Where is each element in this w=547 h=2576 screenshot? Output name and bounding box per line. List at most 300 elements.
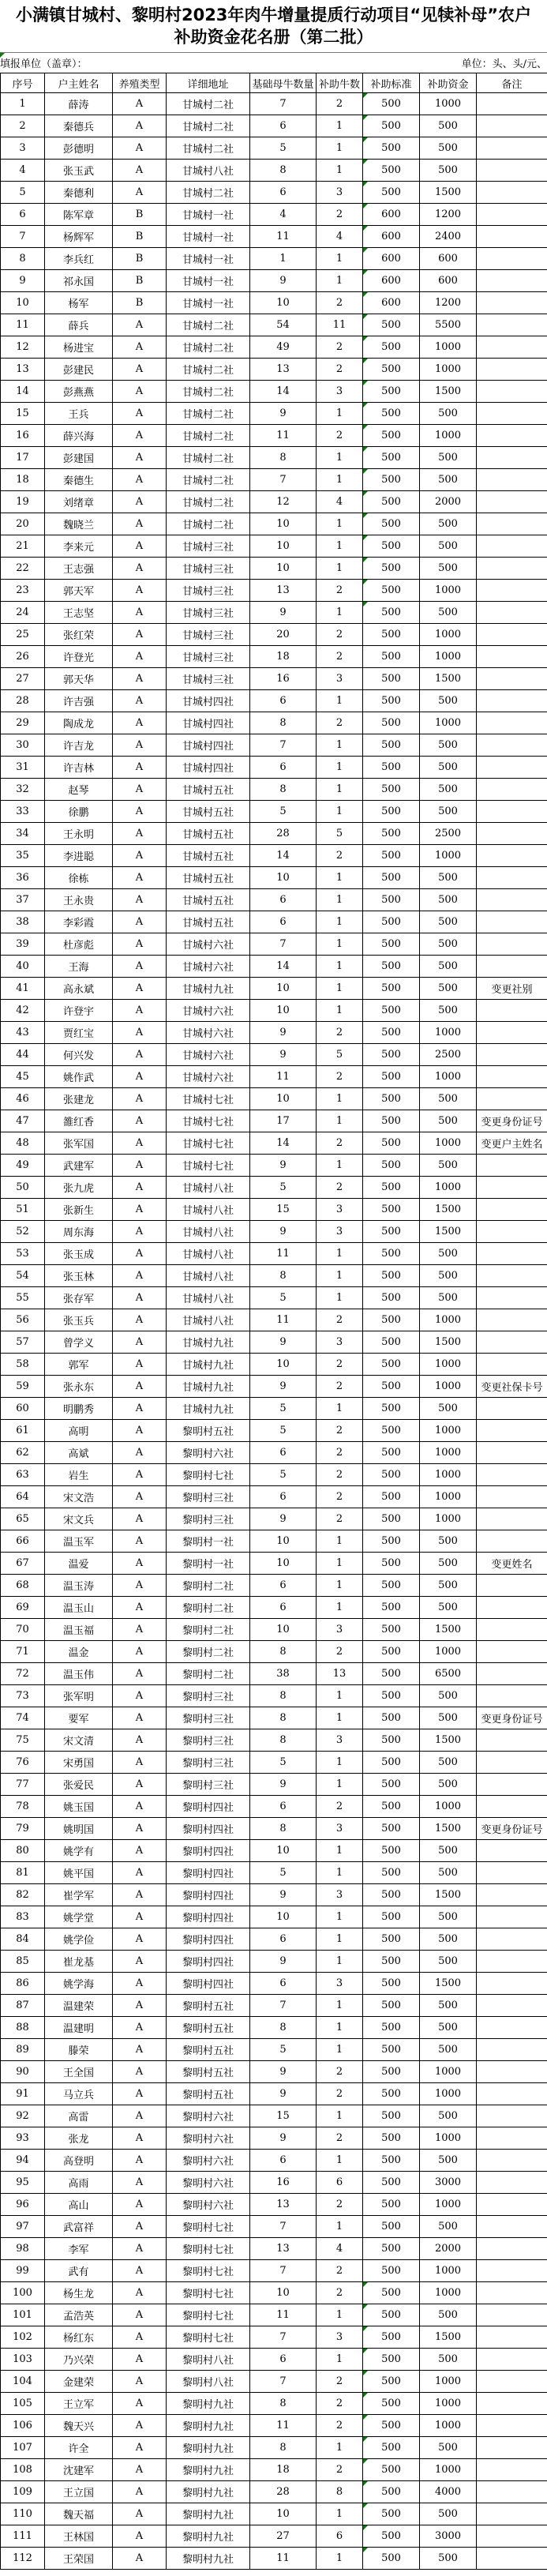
cell-subsidy-amount: 500 <box>420 1110 477 1132</box>
cell-subsidy-cow-count: 3 <box>317 1884 363 1906</box>
cell-address: 黎明村三社 <box>167 1729 250 1752</box>
cell-owner-name: 温金 <box>45 1641 113 1663</box>
cell-row-index: 48 <box>1 1132 45 1155</box>
cell-base-cow-count: 9 <box>250 602 317 624</box>
table-row <box>1 911 547 933</box>
table-row <box>1 1928 547 1951</box>
cell-remark <box>477 226 547 248</box>
cell-owner-name: 宋文兵 <box>45 1508 113 1530</box>
cell-breed-type: A <box>113 2371 167 2393</box>
cell-row-index: 34 <box>1 823 45 845</box>
cell-subsidy-cow-count: 3 <box>317 182 363 204</box>
cell-address: 甘城村六社 <box>167 956 250 978</box>
cell-address: 黎明村九社 <box>167 2481 250 2503</box>
cell-base-cow-count: 13 <box>250 580 317 602</box>
cell-base-cow-count: 11 <box>250 2548 317 2570</box>
cell-breed-type: A <box>113 1774 167 1796</box>
cell-remark <box>477 2105 547 2127</box>
cell-row-index: 41 <box>1 978 45 1000</box>
cell-subsidy-amount: 500 <box>420 757 477 779</box>
cell-subsidy-rate: 500 <box>363 1420 420 1442</box>
cell-address: 甘城村九社 <box>167 1331 250 1354</box>
cell-subsidy-rate: 500 <box>363 933 420 956</box>
cell-subsidy-rate: 500 <box>363 182 420 204</box>
cell-row-index: 79 <box>1 1818 45 1840</box>
table-row <box>1 1287 547 1309</box>
cell-subsidy-amount: 500 <box>420 1597 477 1619</box>
info-row <box>0 52 547 73</box>
cell-base-cow-count: 8 <box>250 2437 317 2459</box>
table-row <box>1 1862 547 1884</box>
cell-base-cow-count: 10 <box>250 292 317 314</box>
cell-base-cow-count: 10 <box>250 1840 317 1862</box>
cell-subsidy-cow-count: 1 <box>317 911 363 933</box>
cell-subsidy-rate: 500 <box>363 491 420 513</box>
cell-row-index: 73 <box>1 1685 45 1707</box>
cell-subsidy-cow-count: 2 <box>317 2415 363 2437</box>
cell-remark <box>477 1044 547 1066</box>
cell-base-cow-count: 8 <box>250 779 317 801</box>
cell-breed-type: A <box>113 1840 167 1862</box>
table-row <box>1 535 547 558</box>
cell-row-index: 94 <box>1 2150 45 2172</box>
cell-breed-type: A <box>113 182 167 204</box>
cell-remark <box>477 2150 547 2172</box>
cell-remark: 变更身份证号 <box>477 1110 547 1132</box>
cell-subsidy-rate: 500 <box>363 1088 420 1110</box>
cell-row-index: 63 <box>1 1464 45 1486</box>
cell-subsidy-amount: 500 <box>420 2304 477 2326</box>
cell-base-cow-count: 7 <box>250 2260 317 2282</box>
cell-owner-name: 温玉军 <box>45 1530 113 1553</box>
page-title-line2: 补助资金花名册（第二批） <box>174 28 373 47</box>
cell-subsidy-cow-count: 8 <box>317 2481 363 2503</box>
cell-address: 黎明村五社 <box>167 2083 250 2105</box>
table-row <box>1 359 547 381</box>
cell-subsidy-amount: 500 <box>420 2150 477 2172</box>
cell-subsidy-rate: 500 <box>363 1840 420 1862</box>
cell-subsidy-cow-count: 13 <box>317 1663 363 1685</box>
cell-breed-type: A <box>113 558 167 580</box>
table-row <box>1 1177 547 1199</box>
cell-row-index: 6 <box>1 204 45 226</box>
cell-base-cow-count: 14 <box>250 956 317 978</box>
cell-subsidy-cow-count: 1 <box>317 1088 363 1110</box>
cell-owner-name: 杨生龙 <box>45 2282 113 2304</box>
cell-row-index: 60 <box>1 1398 45 1420</box>
cell-subsidy-rate: 500 <box>363 2481 420 2503</box>
cell-address: 甘城村七社 <box>167 1088 250 1110</box>
cell-address: 黎明村三社 <box>167 1508 250 1530</box>
table-row <box>1 690 547 712</box>
cell-subsidy-cow-count: 1 <box>317 1774 363 1796</box>
cell-subsidy-cow-count: 1 <box>317 1155 363 1177</box>
cell-owner-name: 宋文浩 <box>45 1486 113 1508</box>
cell-subsidy-cow-count: 1 <box>317 1398 363 1420</box>
table-row <box>1 292 547 314</box>
cell-subsidy-cow-count: 2 <box>317 1177 363 1199</box>
table-row <box>1 182 547 204</box>
page-title <box>0 0 547 52</box>
cell-owner-name: 崔学军 <box>45 1884 113 1906</box>
cell-subsidy-rate: 500 <box>363 1597 420 1619</box>
cell-breed-type: A <box>113 447 167 469</box>
cell-base-cow-count: 18 <box>250 2459 317 2481</box>
cell-address: 甘城村六社 <box>167 1066 250 1088</box>
cell-remark: 变更社保卡号 <box>477 1376 547 1398</box>
cell-breed-type: A <box>113 1575 167 1597</box>
cell-subsidy-amount: 500 <box>420 2039 477 2061</box>
cell-owner-name: 滕荣 <box>45 2039 113 2061</box>
cell-subsidy-amount: 500 <box>420 403 477 425</box>
cell-address: 甘城村五社 <box>167 779 250 801</box>
cell-subsidy-cow-count: 1 <box>317 1707 363 1729</box>
cell-breed-type: A <box>113 1177 167 1199</box>
cell-row-index: 55 <box>1 1287 45 1309</box>
cell-subsidy-rate: 500 <box>363 646 420 668</box>
cell-base-cow-count: 9 <box>250 2083 317 2105</box>
table-row <box>1 2061 547 2083</box>
cell-base-cow-count: 7 <box>250 93 317 115</box>
cell-row-index: 70 <box>1 1619 45 1641</box>
table-row <box>1 381 547 403</box>
cell-owner-name: 李军 <box>45 2238 113 2260</box>
cell-owner-name: 金建荣 <box>45 2371 113 2393</box>
cell-subsidy-amount: 500 <box>420 602 477 624</box>
cell-subsidy-amount: 500 <box>420 2349 477 2371</box>
cell-subsidy-rate: 500 <box>363 624 420 646</box>
cell-owner-name: 张红荣 <box>45 624 113 646</box>
cell-subsidy-cow-count: 1 <box>317 2150 363 2172</box>
cell-address: 甘城村九社 <box>167 978 250 1000</box>
cell-subsidy-amount: 500 <box>420 2216 477 2238</box>
cell-subsidy-rate: 500 <box>363 2393 420 2415</box>
table-row <box>1 2039 547 2061</box>
table-row <box>1 2105 547 2127</box>
cell-subsidy-cow-count: 2 <box>317 336 363 359</box>
cell-subsidy-rate: 500 <box>363 757 420 779</box>
cell-base-cow-count: 8 <box>250 1729 317 1752</box>
cell-subsidy-cow-count: 2 <box>317 204 363 226</box>
cell-remark <box>477 1088 547 1110</box>
cell-subsidy-rate: 500 <box>363 513 420 535</box>
cell-subsidy-rate: 600 <box>363 226 420 248</box>
cell-breed-type: A <box>113 1619 167 1641</box>
cell-address: 甘城村八社 <box>167 1287 250 1309</box>
cell-subsidy-cow-count: 6 <box>317 2172 363 2194</box>
cell-subsidy-amount: 1500 <box>420 1729 477 1752</box>
cell-breed-type: A <box>113 779 167 801</box>
cell-row-index: 40 <box>1 956 45 978</box>
cell-subsidy-rate: 500 <box>363 336 420 359</box>
cell-row-index: 29 <box>1 712 45 734</box>
table-row <box>1 1553 547 1575</box>
table-row <box>1 1729 547 1752</box>
cell-subsidy-rate: 500 <box>363 1265 420 1287</box>
cell-address: 黎明村三社 <box>167 1774 250 1796</box>
cell-subsidy-amount: 1500 <box>420 1619 477 1641</box>
cell-subsidy-amount: 500 <box>420 978 477 1000</box>
cell-row-index: 71 <box>1 1641 45 1663</box>
table-row <box>1 447 547 469</box>
cell-subsidy-cow-count: 1 <box>317 779 363 801</box>
table-row <box>1 1840 547 1862</box>
cell-row-index: 89 <box>1 2039 45 2061</box>
cell-base-cow-count: 28 <box>250 823 317 845</box>
cell-address: 甘城村八社 <box>167 1243 250 1265</box>
table-row <box>1 1619 547 1641</box>
cell-address: 黎明村七社 <box>167 2304 250 2326</box>
cell-owner-name: 王海 <box>45 956 113 978</box>
cell-subsidy-amount: 500 <box>420 956 477 978</box>
table-row <box>1 2415 547 2437</box>
cell-subsidy-rate: 500 <box>363 1796 420 1818</box>
cell-row-index: 96 <box>1 2194 45 2216</box>
cell-address: 黎明村三社 <box>167 1752 250 1774</box>
cell-remark <box>477 1309 547 1331</box>
cell-row-index: 100 <box>1 2282 45 2304</box>
table-row <box>1 1796 547 1818</box>
cell-subsidy-cow-count: 1 <box>317 447 363 469</box>
cell-subsidy-amount: 500 <box>420 1906 477 1928</box>
header-breed-type: 养殖类型 <box>113 73 167 93</box>
cell-subsidy-cow-count: 1 <box>317 2503 363 2525</box>
cell-remark <box>477 2459 547 2481</box>
cell-address: 甘城村一社 <box>167 292 250 314</box>
cell-remark <box>477 1619 547 1641</box>
cell-base-cow-count: 18 <box>250 646 317 668</box>
cell-remark: 变更身份证号 <box>477 1707 547 1729</box>
cell-owner-name: 姚学俭 <box>45 1928 113 1951</box>
cell-breed-type: B <box>113 204 167 226</box>
cell-remark <box>477 1243 547 1265</box>
cell-row-index: 35 <box>1 845 45 867</box>
cell-owner-name: 高斌 <box>45 1442 113 1464</box>
cell-base-cow-count: 11 <box>250 425 317 447</box>
cell-subsidy-rate: 500 <box>363 1177 420 1199</box>
cell-address: 甘城村六社 <box>167 933 250 956</box>
table-row <box>1 2304 547 2326</box>
cell-subsidy-rate: 500 <box>363 2105 420 2127</box>
cell-subsidy-rate: 500 <box>363 558 420 580</box>
cell-address: 黎明村二社 <box>167 1575 250 1597</box>
cell-subsidy-cow-count: 4 <box>317 2238 363 2260</box>
table-row <box>1 580 547 602</box>
cell-remark <box>477 1796 547 1818</box>
table-row <box>1 1243 547 1265</box>
cell-base-cow-count: 10 <box>250 2282 317 2304</box>
cell-base-cow-count: 9 <box>250 1331 317 1354</box>
cell-row-index: 59 <box>1 1376 45 1398</box>
cell-remark <box>477 1951 547 1973</box>
cell-subsidy-amount: 500 <box>420 1685 477 1707</box>
cell-owner-name: 徐鹏 <box>45 801 113 823</box>
cell-owner-name: 张建龙 <box>45 1088 113 1110</box>
cell-subsidy-rate: 500 <box>363 1309 420 1331</box>
cell-subsidy-cow-count: 1 <box>317 1928 363 1951</box>
cell-subsidy-amount: 500 <box>420 1530 477 1553</box>
cell-breed-type: A <box>113 2083 167 2105</box>
cell-subsidy-cow-count: 2 <box>317 2282 363 2304</box>
cell-base-cow-count: 15 <box>250 1199 317 1221</box>
cell-subsidy-rate: 500 <box>363 712 420 734</box>
cell-breed-type: A <box>113 757 167 779</box>
cell-breed-type: A <box>113 889 167 911</box>
cell-row-index: 61 <box>1 1420 45 1442</box>
cell-remark <box>477 491 547 513</box>
table-row <box>1 2481 547 2503</box>
cell-address: 黎明村四社 <box>167 1928 250 1951</box>
cell-subsidy-cow-count: 1 <box>317 160 363 182</box>
cell-breed-type: A <box>113 1420 167 1442</box>
cell-address: 甘城村五社 <box>167 889 250 911</box>
cell-breed-type: A <box>113 2481 167 2503</box>
cell-address: 甘城村九社 <box>167 1354 250 1376</box>
cell-remark <box>477 1287 547 1309</box>
cell-breed-type: A <box>113 602 167 624</box>
cell-remark <box>477 2415 547 2437</box>
cell-subsidy-cow-count: 2 <box>317 845 363 867</box>
cell-subsidy-rate: 500 <box>363 2437 420 2459</box>
cell-address: 甘城村七社 <box>167 1155 250 1177</box>
cell-subsidy-amount: 500 <box>420 2503 477 2525</box>
cell-owner-name: 秦德兵 <box>45 115 113 137</box>
cell-subsidy-cow-count: 6 <box>317 2525 363 2548</box>
cell-address: 甘城村八社 <box>167 160 250 182</box>
cell-address: 甘城村二社 <box>167 115 250 137</box>
table-header <box>1 73 547 93</box>
cell-breed-type: A <box>113 1685 167 1707</box>
cell-address: 甘城村一社 <box>167 204 250 226</box>
cell-breed-type: A <box>113 801 167 823</box>
table-row <box>1 1331 547 1354</box>
cell-row-index: 108 <box>1 2459 45 2481</box>
cell-subsidy-cow-count: 2 <box>317 646 363 668</box>
table-row <box>1 425 547 447</box>
cell-row-index: 92 <box>1 2105 45 2127</box>
table-row <box>1 602 547 624</box>
cell-breed-type: A <box>113 1354 167 1376</box>
cell-subsidy-amount: 1000 <box>420 2083 477 2105</box>
cell-breed-type: A <box>113 734 167 757</box>
table-row <box>1 624 547 646</box>
cell-base-cow-count: 8 <box>250 1707 317 1729</box>
cell-remark <box>477 602 547 624</box>
table-body <box>1 93 547 2570</box>
cell-owner-name: 秦德利 <box>45 182 113 204</box>
reporting-unit-label: 填报单位（盖章）： <box>0 58 88 70</box>
cell-subsidy-amount: 3000 <box>420 2525 477 2548</box>
cell-row-index: 21 <box>1 535 45 558</box>
cell-remark <box>477 1685 547 1707</box>
cell-remark <box>477 2349 547 2371</box>
cell-address: 黎明村四社 <box>167 1884 250 1906</box>
cell-remark <box>477 115 547 137</box>
cell-address: 甘城村八社 <box>167 1221 250 1243</box>
cell-row-index: 110 <box>1 2503 45 2525</box>
cell-remark <box>477 845 547 867</box>
cell-subsidy-amount: 1000 <box>420 93 477 115</box>
cell-subsidy-amount: 2500 <box>420 823 477 845</box>
cell-owner-name: 许全 <box>45 2437 113 2459</box>
table-row <box>1 2393 547 2415</box>
cell-base-cow-count: 6 <box>250 2150 317 2172</box>
cell-breed-type: A <box>113 1486 167 1508</box>
cell-breed-type: A <box>113 1287 167 1309</box>
cell-subsidy-amount: 500 <box>420 1553 477 1575</box>
cell-row-index: 66 <box>1 1530 45 1553</box>
cell-address: 甘城村五社 <box>167 823 250 845</box>
cell-breed-type: A <box>113 978 167 1000</box>
cell-remark <box>477 2371 547 2393</box>
cell-address: 甘城村六社 <box>167 1022 250 1044</box>
cell-owner-name: 李彩霞 <box>45 911 113 933</box>
cell-remark <box>477 137 547 160</box>
cell-subsidy-amount: 1000 <box>420 1132 477 1155</box>
cell-breed-type: A <box>113 1132 167 1155</box>
table-row <box>1 1884 547 1906</box>
cell-owner-name: 张军国 <box>45 1132 113 1155</box>
cell-breed-type: A <box>113 381 167 403</box>
table-row <box>1 1132 547 1155</box>
cell-breed-type: A <box>113 1663 167 1685</box>
cell-subsidy-rate: 500 <box>363 1221 420 1243</box>
cell-row-index: 36 <box>1 867 45 889</box>
table-row <box>1 2216 547 2238</box>
table-row <box>1 137 547 160</box>
cell-address: 甘城村五社 <box>167 867 250 889</box>
cell-base-cow-count: 13 <box>250 2238 317 2260</box>
cell-subsidy-cow-count: 1 <box>317 1110 363 1132</box>
cell-subsidy-amount: 500 <box>420 2105 477 2127</box>
cell-row-index: 95 <box>1 2172 45 2194</box>
cell-breed-type: A <box>113 911 167 933</box>
cell-base-cow-count: 12 <box>250 491 317 513</box>
cell-subsidy-rate: 500 <box>363 1110 420 1132</box>
cell-subsidy-cow-count: 5 <box>317 823 363 845</box>
cell-subsidy-cow-count: 1 <box>317 403 363 425</box>
cell-base-cow-count: 5 <box>250 1398 317 1420</box>
table-row <box>1 867 547 889</box>
cell-base-cow-count: 5 <box>250 137 317 160</box>
cell-owner-name: 姚学堂 <box>45 1906 113 1928</box>
cell-breed-type: A <box>113 2216 167 2238</box>
cell-base-cow-count: 8 <box>250 1685 317 1707</box>
cell-breed-type: A <box>113 2503 167 2525</box>
cell-row-index: 82 <box>1 1884 45 1906</box>
cell-address: 黎明村六社 <box>167 2194 250 2216</box>
cell-base-cow-count: 10 <box>250 558 317 580</box>
cell-subsidy-cow-count: 2 <box>317 1464 363 1486</box>
cell-address: 甘城村三社 <box>167 624 250 646</box>
cell-subsidy-amount: 500 <box>420 160 477 182</box>
cell-subsidy-amount: 500 <box>420 1995 477 2017</box>
cell-row-index: 17 <box>1 447 45 469</box>
cell-base-cow-count: 9 <box>250 1774 317 1796</box>
cell-subsidy-cow-count: 2 <box>317 1376 363 1398</box>
cell-base-cow-count: 14 <box>250 1132 317 1155</box>
cell-owner-name: 温建明 <box>45 2017 113 2039</box>
cell-subsidy-rate: 500 <box>363 1508 420 1530</box>
cell-base-cow-count: 13 <box>250 2194 317 2216</box>
cell-subsidy-rate: 500 <box>363 2150 420 2172</box>
cell-subsidy-cow-count: 3 <box>317 1331 363 1354</box>
cell-subsidy-cow-count: 2 <box>317 1641 363 1663</box>
cell-subsidy-amount: 500 <box>420 779 477 801</box>
cell-subsidy-rate: 500 <box>363 2415 420 2437</box>
cell-breed-type: A <box>113 933 167 956</box>
cell-owner-name: 彭燕燕 <box>45 381 113 403</box>
